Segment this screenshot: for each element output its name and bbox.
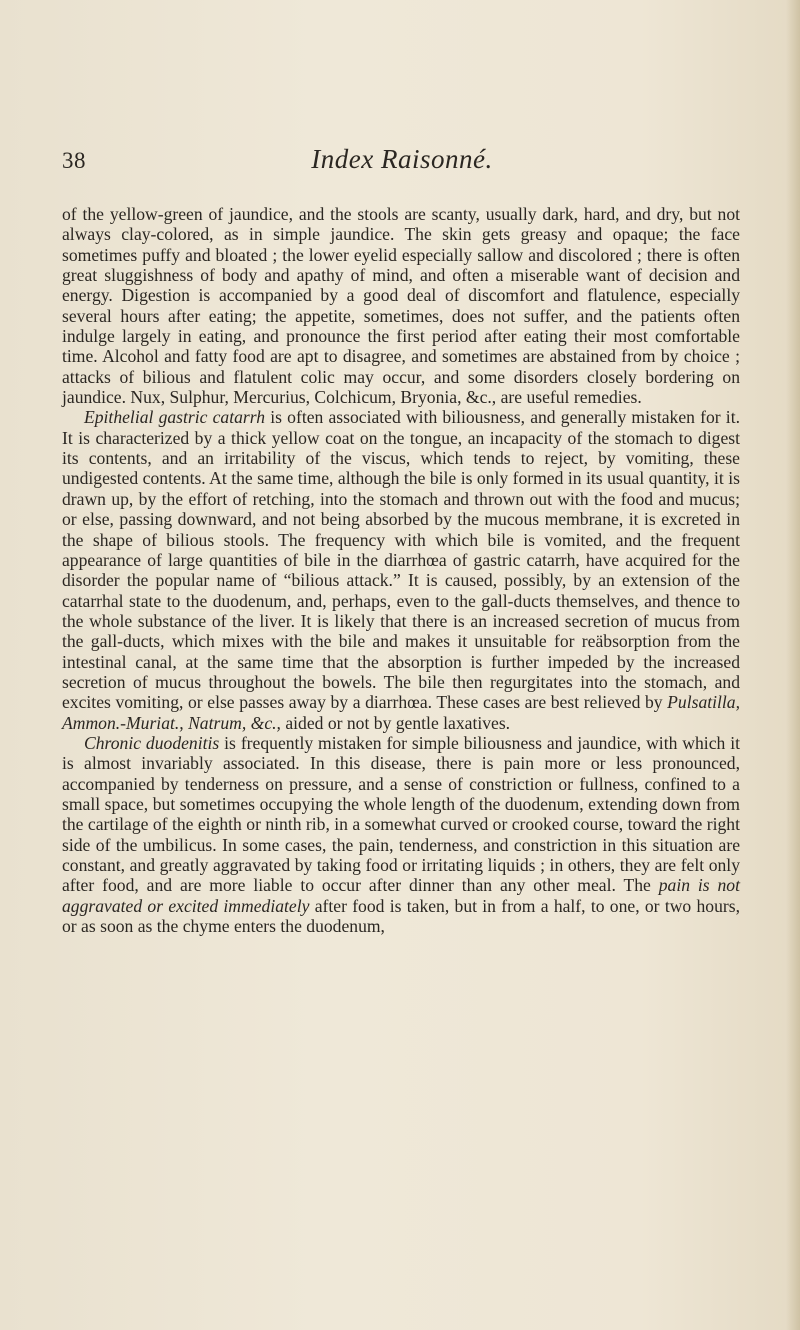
- remedies-list: Pulsatilla, Ammon.-Muriat., Natrum, &c.,: [62, 692, 740, 733]
- paragraph-epithelial-gastric-catarrh: [62, 407, 740, 733]
- page-gutter-shadow: [786, 0, 800, 1330]
- emphasis-pain-not-aggravated: pain is not aggravated or excited immediately: [62, 875, 740, 916]
- paragraph-chronic-duodenitis: [62, 733, 740, 936]
- text-run: is often associated with biliousness, and generally mistaken for it. It is characterized by a thick yellow coat on the tongue, an incapacity of the stomach to digest its contents, and an irritability of the viscus, which tends to reject, by vomiting, these undigested contents. At the same time, although the bile is only formed in its usual quantity, it is drawn up, by the effort of retching, into the stomach and thrown out with the food and mucus; or else, passing downward, and not being absorbed by the mucous membrane, it is excreted in the shape of bilious stools. The frequency with which bile is vomited, and the frequent appearance of large quantities of bile in the diarrhœa of gastric catarrh, have acquired for the disorder the popular name of “bilious attack.” It is caused, possibly, by an extension of the catarrhal state to the duodenum, and, perhaps, even to the gall-ducts themselves, and thence to the whole substance of the liver. It is likely that there is an increased secretion of mucus from the gall-ducts, which mixes with the bile and makes it unsuitable for reäbsorption from the intestinal canal, at the same time that the absorption is further impeded by the increased secretion of mucus throughout the bowels. The bile then regurgitates into the stomach, and excites vomiting, or else passes away by a diarrhœa. These cases are best relieved by: [62, 407, 740, 713]
- term-chronic-duodenitis: Chronic duodenitis: [84, 732, 220, 753]
- term-epithelial-gastric-catarrh: Epithelial gastric catarrh: [84, 407, 266, 428]
- page-number: 38: [62, 148, 86, 173]
- page-header: [62, 144, 742, 188]
- text-run: of the yellow-green of jaundice, and the stools are scanty, usually dark, hard, and dry, but not always clay-colored, as in simple jaundice. The skin gets greasy and opaque; the face sometimes puffy and bloated ; the lower eyelid especially sallow and discolored ; there is often great sluggishness of body and apathy of mind, and often a miserable want of decision and energy. Digestion is accompanied by a good deal of discomfort and flatulence, especially several hours after eating; the appetite, sometimes, does not suffer, and the patients often indulge largely in eating, and pronounce the first period after eating their most comfortable time. Alcohol and fatty food are apt to disagree, and sometimes are abstained from by choice ; attacks of bilious and flatulent colic may occur, and some disorders closely bordering on jaundice. Nux, Sulphur, Mercurius, Colchicum, Bryonia, &c., are useful remedies.: [62, 204, 740, 408]
- text-run: after food is taken, but in from a half, to one, or two hours, or as soon as the chyme enters the duodenum,: [62, 895, 740, 937]
- text-run: aided or not by gentle laxatives.: [280, 712, 511, 733]
- text-run: is frequently mistaken for simple biliousness and jaundice, with which it is almost invariably associated. In this disease, there is pain more or less pronounced, accompanied by tenderness on pressure, and a sense of constriction or fullness, confined to a small space, but sometimes occupying the whole length of the duodenum, extending down from the cartilage of the eighth or ninth rib, in a somewhat curved or crooked course, toward the right side of the umbilicus. In some cases, the pain, tenderness, and constriction in this situation are constant, and greatly aggravated by taking food or irritating liquids ; in others, they are felt only after food, and are more liable to occur after dinner than any other meal. The: [62, 732, 740, 896]
- running-title: Index Raisonné.: [311, 144, 493, 174]
- body-text: [62, 204, 740, 936]
- paragraph-jaundice-symptoms: [62, 204, 740, 407]
